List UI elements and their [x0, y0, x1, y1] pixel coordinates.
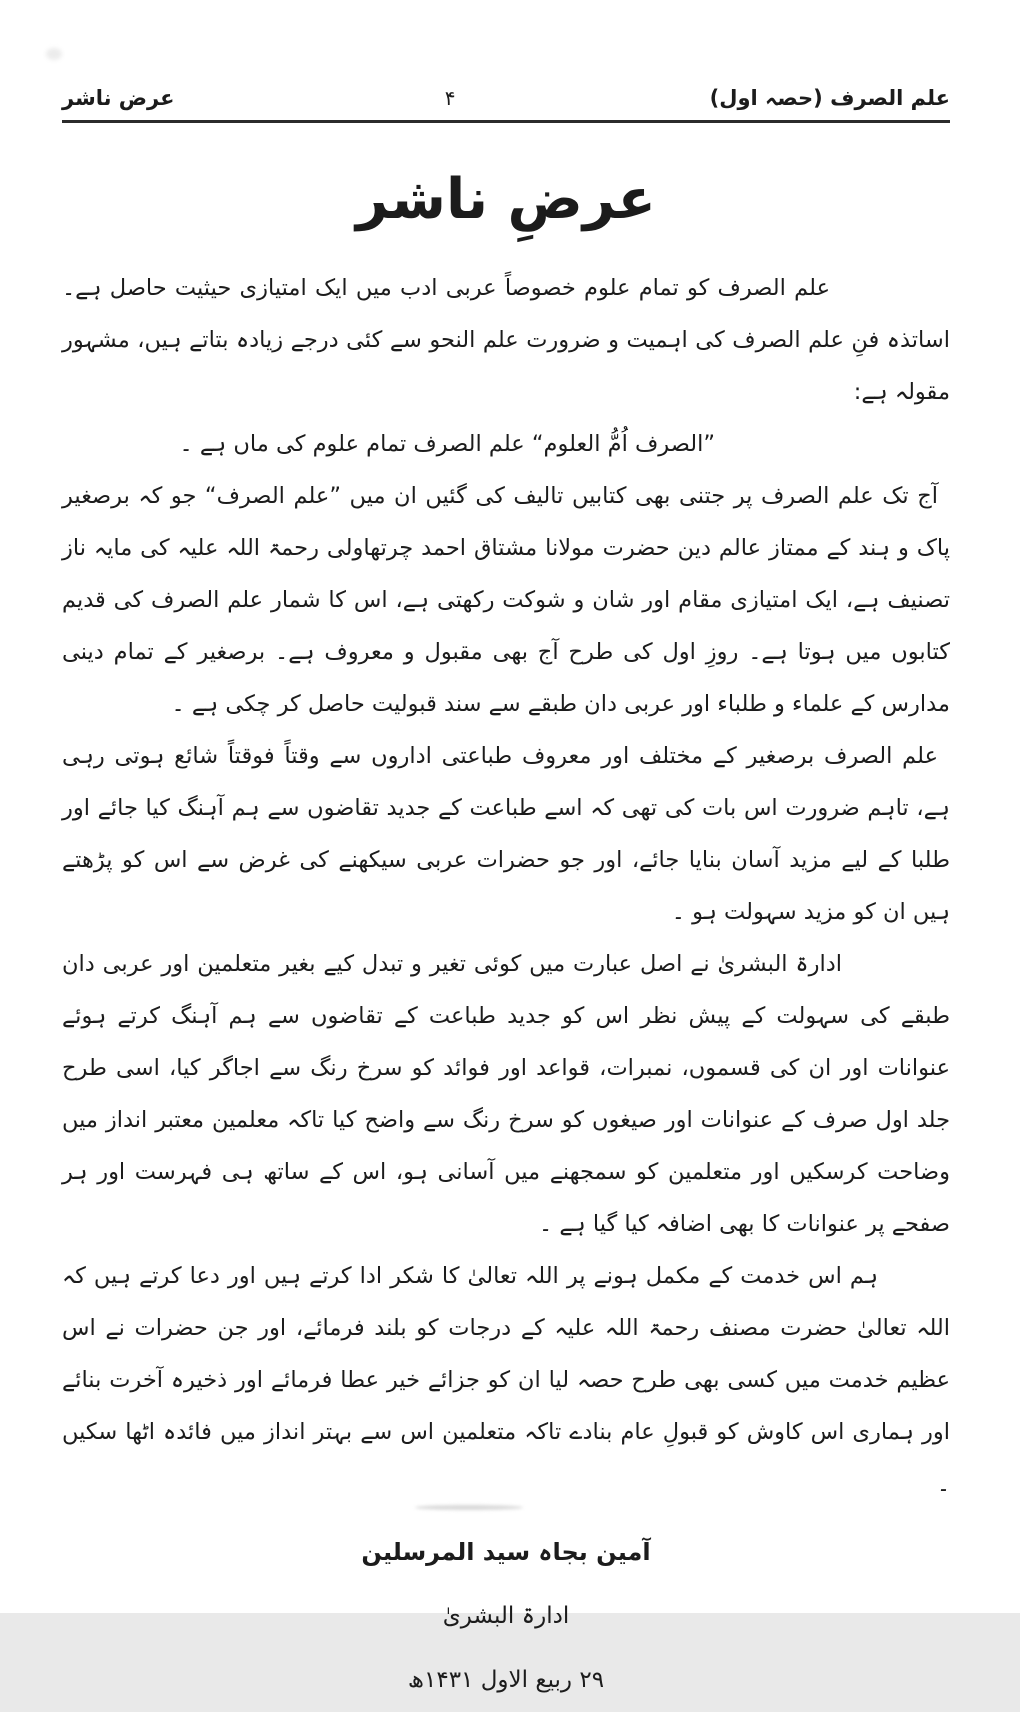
header-rule	[62, 120, 950, 123]
paragraph-book-history: آج تک علم الصرف پر جتنی بھی کتابیں تالیف کی گئیں ان میں ”علم الصرف“ جو کہ برصغیر پاک و ہند کے ممتاز عالم دین حضرت مولانا مشتاق احمد چرتھاولی رحمۃ اللہ علیہ کی مایہ ناز تصنیف ہے، ایک امتیازی مقام اور شان و شوکت رکھتی ہے، اس کا شمار علم الصرف کی قدیم کتابوں میں ہوتا ہے۔ روزِ اول کی طرح آج بھی مقبول و معروف ہے۔ برصغیر کے تمام دینی مدارس کے علماء و طلباء اور عربی دان طبقے سے سند قبولیت حاصل کر چکی ہے ۔	[62, 483, 950, 717]
amin-line: آمین بجاہ سید المرسلین	[361, 1538, 651, 1566]
signature-block	[62, 1520, 950, 1712]
header-section-title: عرض ناشر	[62, 86, 175, 110]
publication-date: ۲۹ ربیع الاول ۱۴۳۱ھ	[407, 1667, 605, 1693]
page-number: ۴	[444, 86, 456, 110]
publisher-name: ادارۃ البشریٰ	[442, 1603, 570, 1629]
paragraph-gratitude: ہم اس خدمت کے مکمل ہونے پر اللہ تعالیٰ کا شکر ادا کرتے ہیں اور دعا کرتے ہیں کہ اللہ تعالیٰ حضرت مصنف رحمۃ اللہ علیہ کے درجات کو بلند فرمائے، اور جن حضرات نے اس عظیم خدمت میں کسی بھی طرح حصہ لیا ان کو جزائے خیر عطا فرمائے اور ذخیرہ آخرت بنائے اور ہماری اس کاوش کو قبولِ عام بنادے تاکہ متعلمین اس سے بہتر انداز میں فائدہ اٹھا سکیں ۔	[62, 1263, 950, 1497]
running-header	[62, 0, 950, 110]
header-book-title: علم الصرف (حصہ اول)	[709, 86, 950, 110]
paragraph-printing-need: علم الصرف برصغیر کے مختلف اور معروف طباعتی اداروں سے وقتاً فوقتاً شائع ہوتی رہی ہے، تاہم ضرورت اس بات کی تھی کہ اسے طباعت کے جدید تقاضوں سے ہم آہنگ کیا جائے اور طلبا کے لیے مزید آسان بنایا جائے، اور جو حضرات عربی سیکھنے کی غرض سے اس کو پڑھتے ہیں ان کو مزید سہولت ہو ۔	[62, 743, 950, 925]
publisher-note-body	[62, 262, 950, 1510]
paragraph-intro: علم الصرف کو تمام علوم خصوصاً عربی ادب میں ایک امتیازی حیثیت حاصل ہے۔ اساتذہ فنِ علم الصرف کی اہمیت و ضرورت علم النحو سے کئی درجے زیادہ بتاتے ہیں، مشہور مقولہ ہے:	[62, 275, 950, 405]
page-title: عرضِ ناشر	[356, 167, 656, 232]
scan-smudge-bottom	[415, 1505, 523, 1510]
scan-smudge-top	[46, 48, 62, 60]
paragraph-quote: ”الصرف اُمُّ العلوم“ علم الصرف تمام علوم کی ماں ہے ۔	[179, 431, 715, 457]
paragraph-edition-changes: ادارۃ البشریٰ نے اصل عبارت میں کوئی تغیر و تبدل کیے بغیر متعلمین اور عربی دان طبقے کی سہولت کے پیش نظر اس کو جدید طباعت کے تقاضوں سے ہم آہنگ کرتے ہوئے عنوانات اور ان کی قسموں، نمبرات، قواعد اور فوائد کو سرخ رنگ سے اجاگر کیا، اسی طرح جلد اول صرف کے عنوانات اور صیغوں کو سرخ رنگ سے واضح کیا تاکہ معلمین معتبر انداز میں وضاحت کرسکیں اور متعلمین کو سمجھنے میں آسانی ہو، اس کے ساتھ ہی فہرست اور ہر صفحے پر عنوانات کا بھی اضافہ کیا گیا ہے ۔	[62, 951, 950, 1237]
